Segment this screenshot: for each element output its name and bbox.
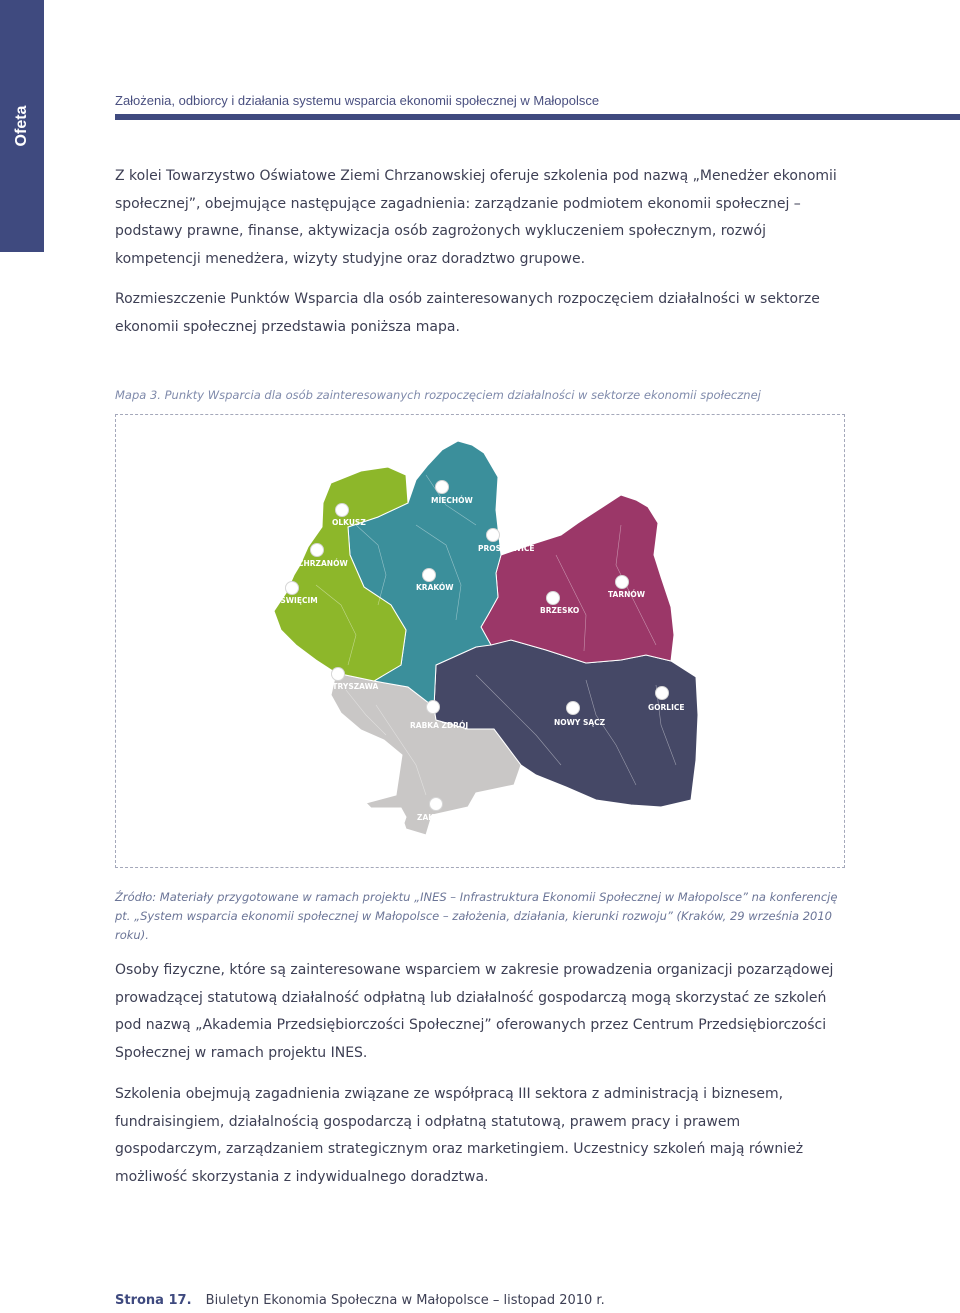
label-rabka: RABKA ZDRÓJ (410, 721, 469, 730)
label-oswiecim: OŚWIĘCIM (274, 596, 318, 605)
region-east (481, 495, 674, 663)
malopolska-map (116, 415, 844, 867)
map-frame (115, 414, 845, 868)
paragraph-map-intro: Rozmieszczenie Punktów Wsparcia dla osób zainteresowanych rozpoczęciem działalności w sektorze ekonomii społecznej przedstawia poniższa mapa. (115, 291, 820, 335)
label-miechow: MIECHÓW (431, 496, 473, 505)
page-footer (115, 1293, 605, 1308)
section-tab (0, 0, 44, 252)
map-caption: Mapa 3. Punkty Wsparcia dla osób zainteresowanych rozpoczęciem działalności w sektorze ekonomii społecznej (115, 388, 761, 402)
running-header: Założenia, odbiorcy i działania systemu wsparcia ekonomii społecznej w Małopolsce (115, 93, 600, 108)
section-tab-label: Ofeta (13, 105, 30, 147)
label-proszowice: PROSZOWICE (478, 544, 535, 553)
publication-title: Biuletyn Ekonomia Społeczna w Małopolsce – listopad 2010 r. (205, 1293, 605, 1308)
label-chrzanow: CHRZANÓW (298, 559, 348, 568)
label-nowy-sacz: NOWY SĄCZ (554, 718, 606, 727)
label-olkusz: OLKUSZ (332, 518, 366, 527)
page-number: Strona 17. (115, 1293, 192, 1308)
paragraph-intro: Z kolei Towarzystwo Oświatowe Ziemi Chrzanowskiej oferuje szkolenia pod nazwą „Menedżer ekonomii społecznej”, obejmujące następujące zagadnienia: zarządzanie podmiotem ekonomii społecznej – podstawy prawne, finanse, aktywizacja osób zagrożonych wykluczeniem społecznym, rozwój kompetencji menedżera, wizyty studyjne oraz doradztwo grupowe. (115, 168, 837, 267)
label-krakow: KRAKÓW (416, 583, 454, 592)
label-stryszawa: STRYSZAWA (327, 682, 379, 691)
label-zakopane: ZAKOPANE (417, 813, 463, 822)
paragraph-training: Szkolenia obejmują zagadnienia związane ze współpracą III sektora z administracją i biznesem, fundraisingiem, działalnością gospodarczą i odpłatną statutową, prawem pracy i prawem gospodarczym, zarządzaniem strategicznym oraz marketingiem. Uczestnicy szkoleń mają również możliwość skorzystania z indywidualnego doradztwa. (115, 1086, 804, 1185)
map-source: Źródło: Materiały przygotowane w ramach projektu „INES – Infrastruktura Ekonomii Społecznej w Małopolsce” na konferencję pt. „System wsparcia ekonomii społecznej w Małopolsce – założenia, działania, kierunki rozwoju” (Kraków, 29 września 2010 roku). (115, 890, 838, 942)
label-gorlice: GORLICE (648, 703, 685, 712)
label-brzesko: BRZESKO (540, 606, 580, 615)
label-tarnow: TARNÓW (608, 590, 646, 599)
header-rule (115, 114, 960, 120)
paragraph-individuals: Osoby fizyczne, które są zainteresowane wsparciem w zakresie prowadzenia organizacji pozarządowej prowadzącej statutową działalność odpłatną lub działalność gospodarczą mogą skorzystać ze szkoleń pod nazwą „Akademia Przedsiębiorczości Społecznej” oferowanych przez Centrum Przedsiębiorczości Społecznej w ramach projektu INES. (115, 962, 834, 1061)
